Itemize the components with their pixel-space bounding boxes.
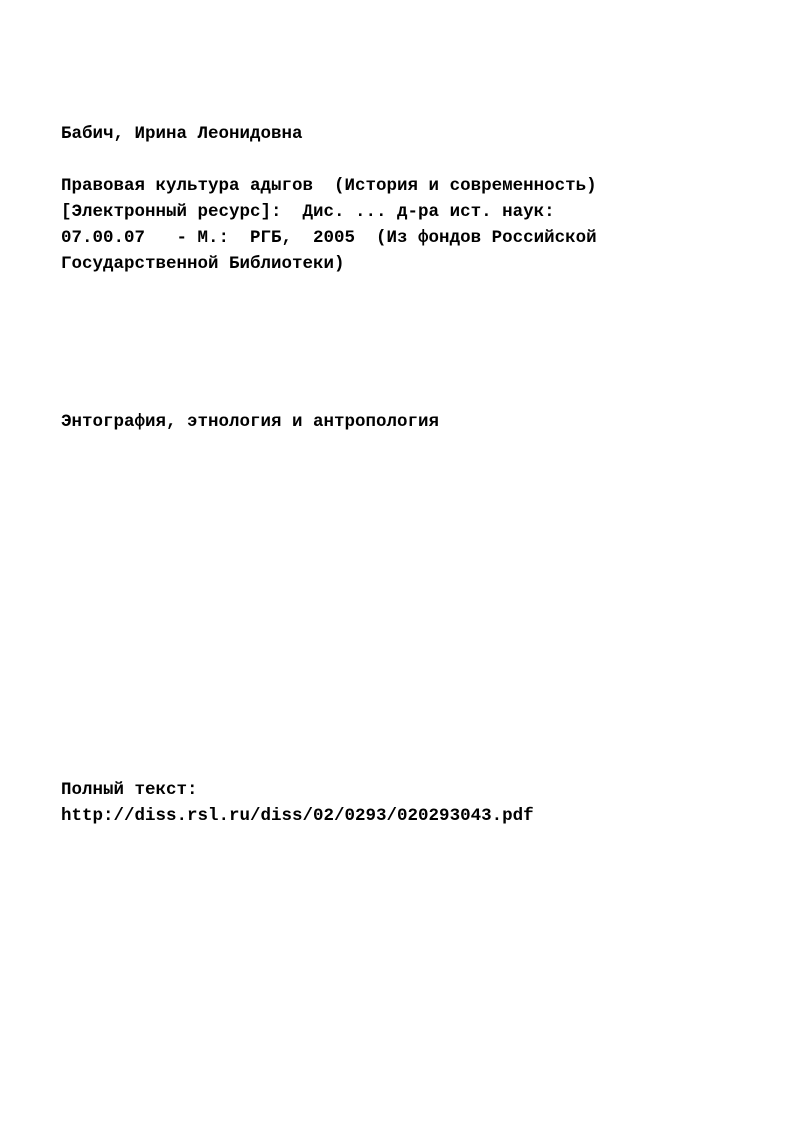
title-line: [Электронный ресурс]: Дис. ... д-ра ист. наук:: [61, 202, 555, 222]
author-name: Бабич, Ирина Леонидовна: [61, 124, 303, 144]
title-line: 07.00.07 - М.: РГБ, 2005 (Из фондов Российской: [61, 228, 597, 248]
title-line: Государственной Библиотеки): [61, 254, 345, 274]
title-line: Правовая культура адыгов (История и современность): [61, 176, 597, 196]
specialty-heading: Энтография, этнология и антропология: [61, 412, 440, 432]
full-text-label: Полный текст:: [61, 780, 198, 800]
full-text-link[interactable]: http://diss.rsl.ru/diss/02/0293/020293043.pdf: [61, 806, 534, 826]
